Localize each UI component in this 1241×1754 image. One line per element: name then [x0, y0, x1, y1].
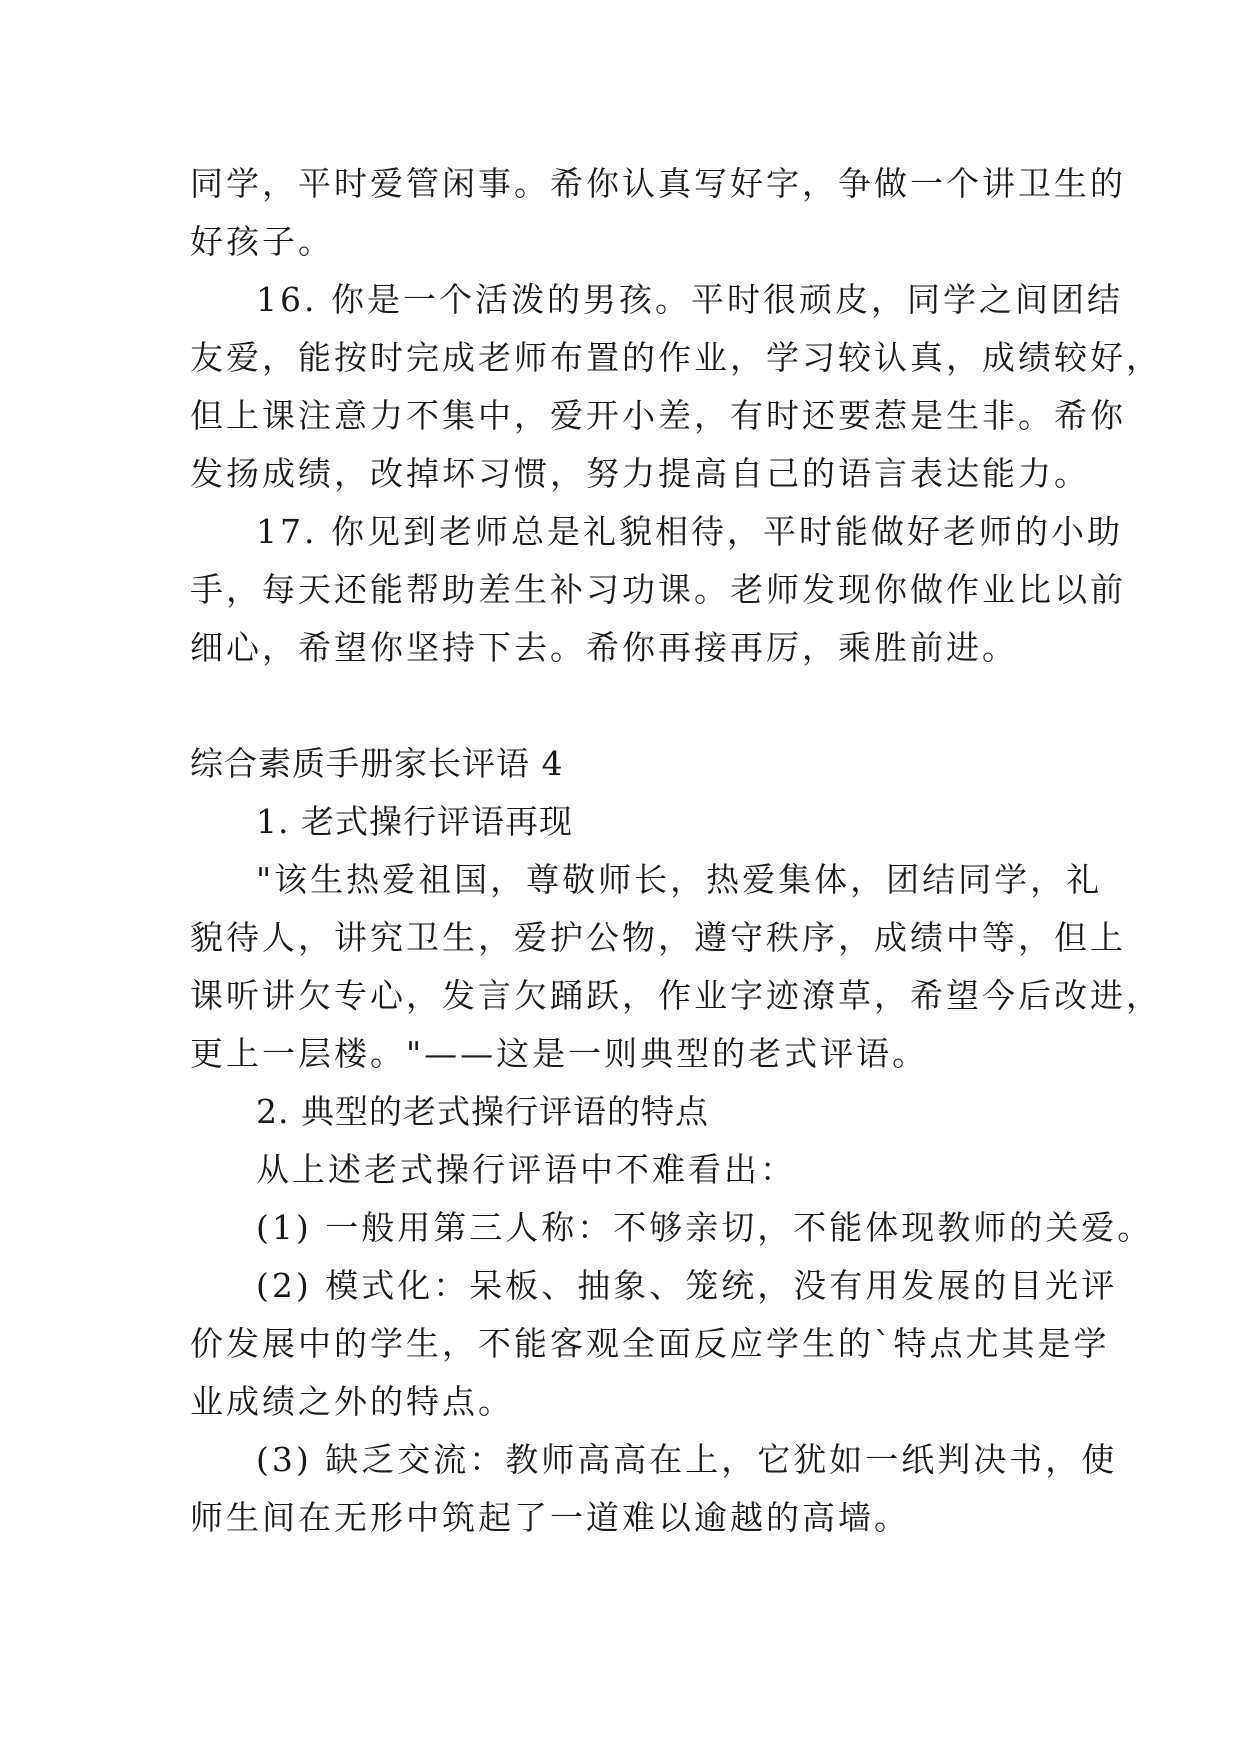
list-item-1: (1) 一般用第三人称：不够亲切，不能体现教师的关爱。 — [256, 1208, 1154, 1247]
text-line: 师生间在无形中筑起了一道难以逾越的高墙。 — [190, 1498, 910, 1537]
quote-line: "该生热爱祖国，尊敬师长，热爱集体，团结同学，礼 — [256, 860, 1103, 899]
text-line: 手，每天还能帮助差生补习功课。老师发现你做作业比以前 — [190, 570, 1126, 609]
subheading-1: 1. 老式操行评语再现 — [256, 802, 573, 841]
quote-line: 课听讲欠专心，发言欠踊跃，作业字迹潦草，希望今后改进， — [190, 976, 1162, 1015]
text-line: 业成绩之外的特点。 — [190, 1382, 514, 1421]
text-line: 同学，平时爱管闲事。希你认真写好字，争做一个讲卫生的 — [190, 164, 1126, 203]
quote-line: 更上一层楼。"——这是一则典型的老式评语。 — [190, 1034, 929, 1073]
section-heading: 综合素质手册家长评语 4 — [190, 744, 564, 783]
text-line: 从上述老式操行评语中不难看出： — [256, 1150, 796, 1189]
text-line: 但上课注意力不集中，爱开小差，有时还要惹是生非。希你 — [190, 396, 1126, 435]
subheading-2: 2. 典型的老式操行评语的特点 — [256, 1092, 709, 1131]
text-line: 价发展中的学生，不能客观全面反应学生的`特点尤其是学 — [190, 1324, 1110, 1363]
paragraph-item-17: 17. 你见到老师总是礼貌相待，平时能做好老师的小助 — [256, 512, 1123, 551]
text-line: 细心，希望你坚持下去。希你再接再厉，乘胜前进。 — [190, 628, 1018, 667]
text-line: 友爱，能按时完成老师布置的作业，学习较认真，成绩较好， — [190, 338, 1162, 377]
paragraph-item-16: 16. 你是一个活泼的男孩。平时很顽皮，同学之间团结 — [256, 280, 1123, 319]
list-item-2: (2) 模式化：呆板、抽象、笼统，没有用发展的目光评 — [256, 1266, 1118, 1305]
quote-line: 貌待人，讲究卫生，爱护公物，遵守秩序，成绩中等，但上 — [190, 918, 1126, 957]
list-item-3: (3) 缺乏交流：教师高高在上，它犹如一纸判决书，使 — [256, 1440, 1118, 1479]
text-line: 好孩子。 — [190, 222, 334, 261]
text-line: 发扬成绩，改掉坏习惯，努力提高自己的语言表达能力。 — [190, 454, 1090, 493]
